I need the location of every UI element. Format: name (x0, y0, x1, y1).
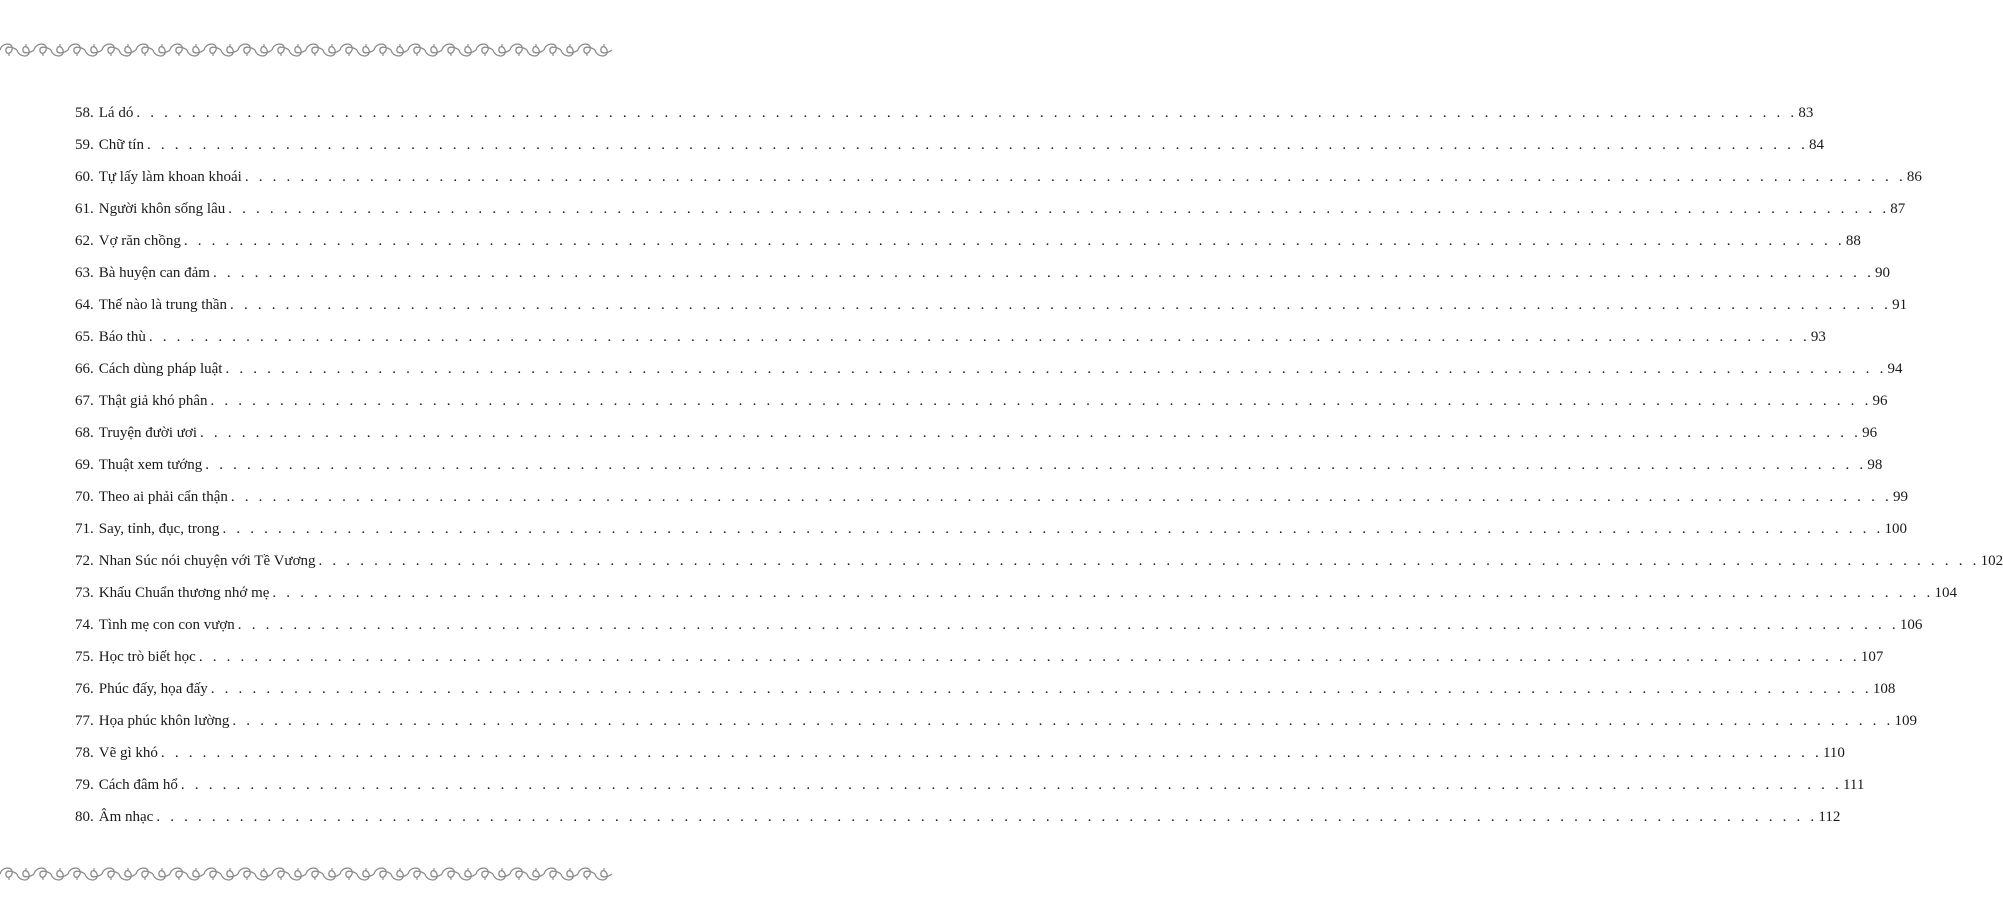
dot-leader: . . . . . . . . . . . . . . . . . . . . . . . . . . . . . . . . . . . . . . . . . . . . . . . . . . . . . . . . . . . . . . . . . . . . . . . . . . . . . . . . . . . . . . . . . . . . . . . . . . . . . . . . . . . . . . . . . . . . . . . . (180, 777, 1842, 793)
toc-entry-71[interactable] (75, 517, 1907, 549)
dot-leader: . . . . . . . . . . . . . . . . . . . . . . . . . . . . . . . . . . . . . . . . . . . . . . . . . . . . . . . . . . . . . . . . . . . . . . . . . . . . . . . . . . . . . . . . . . . . . . . . . . . . . . . . . . . . . . . . . . . . . . . . (230, 489, 1892, 505)
border-ornament (272, 868, 289, 880)
border-ornament (102, 44, 119, 56)
border-ornament (289, 868, 306, 880)
entry-page: 88 (1845, 233, 1861, 249)
entry-number: 68. (75, 425, 94, 441)
toc-entry-58[interactable] (75, 101, 1814, 133)
border-ornament (408, 44, 425, 56)
border-ornament (272, 44, 289, 56)
border-ornament (391, 868, 408, 880)
dot-leader: . . . . . . . . . . . . . . . . . . . . . . . . . . . . . . . . . . . . . . . . . . . . . . . . . . . . . . . . . . . . . . . . . . . . . . . . . . . . . . . . . . . . . . . . . . . . . . . . . . . . . . . . . . . . . . . . . . . . . . . . (237, 617, 1899, 633)
border-ornament (85, 868, 102, 880)
border-ornament (51, 44, 68, 56)
entry-number: 80. (75, 809, 94, 825)
entry-number: 70. (75, 489, 94, 505)
border-ornament (595, 44, 612, 56)
border-ornament (408, 868, 425, 880)
border-ornament (153, 868, 170, 880)
toc-entry-68[interactable] (75, 421, 1878, 453)
toc-entry-70[interactable] (75, 485, 1908, 517)
border-ornament (119, 868, 136, 880)
border-ornament (561, 44, 578, 56)
entry-number: 76. (75, 681, 94, 697)
entry-page: 111 (1842, 777, 1865, 793)
border-ornament (289, 44, 306, 56)
entry-title: Cách dùng pháp luật (98, 361, 223, 377)
dot-leader: . . . . . . . . . . . . . . . . . . . . . . . . . . . . . . . . . . . . . . . . . . . . . . . . . . . . . . . . . . . . . . . . . . . . . . . . . . . . . . . . . . . . . . . . . . . . . . . . . . . . . . . . . . . . . . . . . . . . . . . . (232, 713, 1894, 729)
entry-page: 86 (1906, 169, 1922, 185)
toc-entry-65[interactable] (75, 325, 1826, 357)
border-ornament (255, 868, 272, 880)
toc-entry-73[interactable] (75, 581, 1957, 613)
border-ornament (544, 44, 561, 56)
border-ornament (17, 44, 34, 56)
border-ornament (153, 44, 170, 56)
toc-entry-76[interactable] (75, 677, 1896, 709)
border-ornament (510, 868, 527, 880)
toc-entry-75[interactable] (75, 645, 1884, 677)
entry-number: 60. (75, 169, 94, 185)
toc-entry-80[interactable] (75, 805, 1841, 837)
border-ornament (204, 44, 221, 56)
border-ornament (306, 868, 323, 880)
entry-title: Say, tỉnh, đục, trong (98, 521, 220, 537)
entry-title: Thế nào là trung thần (98, 297, 228, 313)
entry-number: 75. (75, 649, 94, 665)
toc-entry-74[interactable] (75, 613, 1923, 645)
dot-leader: . . . . . . . . . . . . . . . . . . . . . . . . . . . . . . . . . . . . . . . . . . . . . . . . . . . . . . . . . . . . . . . . . . . . . . . . . . . . . . . . . . . . . . . . . . . . . . . . . . . . . . . . . . . . . . . . . . . . . . . . (225, 361, 1887, 377)
border-ornament (34, 44, 51, 56)
dot-leader: . . . . . . . . . . . . . . . . . . . . . . . . . . . . . . . . . . . . . . . . . . . . . . . . . . . . . . . . . . . . . . . . . . . . . . . . . . . . . . . . . . . . . . . . . . . . . . . . . . . . . . . . . . . . . . . . . . . . . . . . (136, 105, 1798, 121)
entry-page: 100 (1884, 521, 1907, 537)
toc-entry-59[interactable] (75, 133, 1825, 165)
entry-page: 94 (1887, 361, 1903, 377)
border-ornament (442, 868, 459, 880)
entry-number: 67. (75, 393, 94, 409)
entry-page: 84 (1809, 137, 1825, 153)
entry-page: 96 (1862, 425, 1878, 441)
entry-title: Họa phúc khôn lường (98, 713, 230, 729)
entry-number: 61. (75, 201, 94, 217)
border-ornament (68, 44, 85, 56)
entry-title: Tự lấy làm khoan khoái (98, 169, 242, 185)
border-ornament (221, 868, 238, 880)
entry-page: 106 (1899, 617, 1923, 633)
entry-title: Theo ai phải cẩn thận (98, 489, 228, 505)
border-ornament (595, 868, 612, 880)
entry-page: 112 (1818, 809, 1841, 825)
border-ornament (136, 868, 153, 880)
entry-title: Khấu Chuẩn thương nhớ mẹ (98, 585, 270, 601)
toc-entry-67[interactable] (75, 389, 1888, 421)
entry-title: Người khôn sống lâu (98, 201, 226, 217)
border-ornament (442, 44, 459, 56)
entry-title: Truyện đười ươi (98, 425, 197, 441)
border-ornament (544, 868, 561, 880)
border-ornament (476, 868, 493, 880)
entry-number: 63. (75, 265, 94, 281)
entry-number: 74. (75, 617, 94, 633)
toc-entry-79[interactable] (75, 773, 1865, 805)
entry-number: 73. (75, 585, 94, 601)
border-ornament (425, 868, 442, 880)
entry-title: Tình mẹ con con vượn (98, 617, 235, 633)
border-ornament (510, 44, 527, 56)
dot-leader: . . . . . . . . . . . . . . . . . . . . . . . . . . . . . . . . . . . . . . . . . . . . . . . . . . . . . . . . . . . . . . . . . . . . . . . . . . . . . . . . . . . . . . . . . . . . . . . . . . . . . . . . . . . . . . . . . . . . . . . . (146, 137, 1809, 153)
border-ornament (51, 868, 68, 880)
entry-page: 98 (1867, 457, 1883, 473)
entry-number: 65. (75, 329, 94, 345)
border-ornament (238, 44, 255, 56)
entry-number: 72. (75, 553, 94, 569)
border-ornament (493, 868, 510, 880)
border-ornament (340, 868, 357, 880)
dot-leader: . . . . . . . . . . . . . . . . . . . . . . . . . . . . . . . . . . . . . . . . . . . . . . . . . . . . . . . . . . . . . . . . . . . . . . . . . . . . . . . . . . . . . . . . . . . . . . . . . . . . . . . . . . . . . . . . . . . . . . . . (210, 393, 1872, 409)
border-ornament (323, 44, 340, 56)
entry-title: Thật giả khó phân (98, 393, 208, 409)
entry-page: 91 (1892, 297, 1908, 313)
entry-title: Âm nhạc (98, 809, 154, 825)
border-ornament (391, 44, 408, 56)
border-ornament (425, 44, 442, 56)
border-ornament (476, 44, 493, 56)
toc-entry-72[interactable] (75, 549, 2003, 581)
entry-title: Nhan Súc nói chuyện với Tề Vương (98, 553, 316, 569)
entry-page: 110 (1822, 745, 1845, 761)
dot-leader: . . . . . . . . . . . . . . . . . . . . . . . . . . . . . . . . . . . . . . . . . . . . . . . . . . . . . . . . . . . . . . . . . . . . . . . . . . . . . . . . . . . . . . . . . . . . . . . . . . . . . . . . . . . . . . . . . . . . . . . . (222, 521, 1884, 537)
dot-leader: . . . . . . . . . . . . . . . . . . . . . . . . . . . . . . . . . . . . . . . . . . . . . . . . . . . . . . . . . . . . . . . . . . . . . . . . . . . . . . . . . . . . . . . . . . . . . . . . . . . . . . . . . . . . . . . . . . . . . . . . (160, 745, 1822, 761)
entry-title: Bà huyện can đảm (98, 265, 210, 281)
border-ornament (323, 868, 340, 880)
decorative-border-bottom (0, 862, 612, 886)
border-ornament (527, 868, 544, 880)
border-ornament (374, 44, 391, 56)
entry-page: 109 (1894, 713, 1917, 729)
border-ornament (527, 44, 544, 56)
dot-leader: . . . . . . . . . . . . . . . . . . . . . . . . . . . . . . . . . . . . . . . . . . . . . . . . . . . . . . . . . . . . . . . . . . . . . . . . . . . . . . . . . . . . . . . . . . . . . . . . . . . . . . . . . . . . . . . . . . . . . . . . (230, 297, 1892, 313)
entry-page: 96 (1872, 393, 1888, 409)
border-ornament (459, 44, 476, 56)
entry-number: 66. (75, 361, 94, 377)
toc-entry-61[interactable] (75, 197, 1906, 229)
border-ornament (34, 868, 51, 880)
dot-leader: . . . . . . . . . . . . . . . . . . . . . . . . . . . . . . . . . . . . . . . . . . . . . . . . . . . . . . . . . . . . . . . . . . . . . . . . . . . . . . . . . . . . . . . . . . . . . . . . . . . . . . . . . . . . . . . . . . . . . . . . (205, 457, 1867, 473)
border-ornament (170, 44, 187, 56)
toc-entry-64[interactable] (75, 293, 1908, 325)
border-ornament (85, 44, 102, 56)
border-ornament (459, 868, 476, 880)
dot-leader: . . . . . . . . . . . . . . . . . . . . . . . . . . . . . . . . . . . . . . . . . . . . . . . . . . . . . . . . . . . . . . . . . . . . . . . . . . . . . . . . . . . . . . . . . . . . . . . . . . . . . . . . . . . . . . . . . . . . . . . . (200, 425, 1862, 441)
border-ornament (340, 44, 357, 56)
dot-leader: . . . . . . . . . . . . . . . . . . . . . . . . . . . . . . . . . . . . . . . . . . . . . . . . . . . . . . . . . . . . . . . . . . . . . . . . . . . . . . . . . . . . . . . . . . . . . . . . . . . . . . . . . . . . . . . . . . . . . . . . (210, 681, 1872, 697)
border-ornament (187, 868, 204, 880)
table-of-contents (75, 101, 2003, 837)
toc-entry-62[interactable] (75, 229, 1861, 261)
border-ornament (221, 44, 238, 56)
entry-title: Vợ răn chồng (98, 233, 181, 249)
border-ornament (493, 44, 510, 56)
border-ornament (204, 868, 221, 880)
entry-page: 108 (1872, 681, 1896, 697)
entry-title: Phúc đấy, họa đấy (98, 681, 208, 697)
entry-title: Chữ tín (98, 137, 144, 153)
border-ornament (102, 868, 119, 880)
border-ornament (136, 44, 153, 56)
dot-leader: . . . . . . . . . . . . . . . . . . . . . . . . . . . . . . . . . . . . . . . . . . . . . . . . . . . . . . . . . . . . . . . . . . . . . . . . . . . . . . . . . . . . . . . . . . . . . . . . . . . . . . . . . . . . . . . . . . . . . . . . (212, 265, 1875, 281)
toc-entry-60[interactable] (75, 165, 1922, 197)
border-ornament (170, 868, 187, 880)
entry-page: 83 (1798, 105, 1814, 121)
entry-title: Vẽ gì khó (98, 745, 158, 761)
border-ornament (0, 44, 17, 56)
entry-page: 93 (1810, 329, 1826, 345)
toc-entry-78[interactable] (75, 741, 1845, 773)
dot-leader: . . . . . . . . . . . . . . . . . . . . . . . . . . . . . . . . . . . . . . . . . . . . . . . . . . . . . . . . . . . . . . . . . . . . . . . . . . . . . . . . . . . . . . . . . . . . . . . . . . . . . . . . . . . . . . . . . . . . . . . . (198, 649, 1860, 665)
toc-entry-66[interactable] (75, 357, 1903, 389)
entry-number: 59. (75, 137, 94, 153)
dot-leader: . . . . . . . . . . . . . . . . . . . . . . . . . . . . . . . . . . . . . . . . . . . . . . . . . . . . . . . . . . . . . . . . . . . . . . . . . . . . . . . . . . . . . . . . . . . . . . . . . . . . . . . . . . . . . . . . . . . . . . . . (148, 329, 1810, 345)
entry-title: Báo thù (98, 329, 146, 345)
border-ornament (306, 44, 323, 56)
dot-leader: . . . . . . . . . . . . . . . . . . . . . . . . . . . . . . . . . . . . . . . . . . . . . . . . . . . . . . . . . . . . . . . . . . . . . . . . . . . . . . . . . . . . . . . . . . . . . . . . . . . . . . . . . . . . . . . . . . . . . . . . (228, 201, 1890, 217)
entry-page: 90 (1875, 265, 1891, 281)
border-ornament (357, 44, 374, 56)
entry-page: 102 (1980, 553, 2003, 569)
entry-number: 62. (75, 233, 94, 249)
border-ornament (187, 44, 204, 56)
entry-page: 104 (1934, 585, 1957, 601)
border-ornament (578, 44, 595, 56)
decorative-border-top (0, 38, 612, 62)
border-ornament (255, 44, 272, 56)
toc-entry-69[interactable] (75, 453, 1883, 485)
entry-number: 64. (75, 297, 94, 313)
entry-number: 77. (75, 713, 94, 729)
entry-page: 87 (1890, 201, 1906, 217)
entry-number: 69. (75, 457, 94, 473)
entry-number: 79. (75, 777, 94, 793)
border-ornament (357, 868, 374, 880)
border-ornament (17, 868, 34, 880)
entry-page: 107 (1860, 649, 1884, 665)
toc-entry-77[interactable] (75, 709, 1917, 741)
toc-entry-63[interactable] (75, 261, 1891, 293)
border-ornament (68, 868, 85, 880)
entry-number: 71. (75, 521, 94, 537)
dot-leader: . . . . . . . . . . . . . . . . . . . . . . . . . . . . . . . . . . . . . . . . . . . . . . . . . . . . . . . . . . . . . . . . . . . . . . . . . . . . . . . . . . . . . . . . . . . . . . . . . . . . . . . . . . . . . . . . . . . . . . . . (183, 233, 1845, 249)
border-ornament (119, 44, 136, 56)
entry-title: Lá dó (98, 105, 134, 121)
entry-title: Cách đâm hổ (98, 777, 178, 793)
entry-title: Học trò biết học (98, 649, 196, 665)
dot-leader: . . . . . . . . . . . . . . . . . . . . . . . . . . . . . . . . . . . . . . . . . . . . . . . . . . . . . . . . . . . . . . . . . . . . . . . . . . . . . . . . . . . . . . . . . . . . . . . . . . . . . . . . . . . . . . . . . . . . . . . . (272, 585, 1934, 601)
entry-title: Thuật xem tướng (98, 457, 203, 473)
entry-number: 58. (75, 105, 94, 121)
dot-leader: . . . . . . . . . . . . . . . . . . . . . . . . . . . . . . . . . . . . . . . . . . . . . . . . . . . . . . . . . . . . . . . . . . . . . . . . . . . . . . . . . . . . . . . . . . . . . . . . . . . . . . . . . . . . . . . . . . . . . . . . (244, 169, 1906, 185)
border-ornament (561, 868, 578, 880)
entry-page: 99 (1892, 489, 1908, 505)
dot-leader: . . . . . . . . . . . . . . . . . . . . . . . . . . . . . . . . . . . . . . . . . . . . . . . . . . . . . . . . . . . . . . . . . . . . . . . . . . . . . . . . . . . . . . . . . . . . . . . . . . . . . . . . . . . . . . . . . . . . . . . . (156, 809, 1818, 825)
border-ornament (374, 868, 391, 880)
border-ornament (578, 868, 595, 880)
border-ornament (238, 868, 255, 880)
entry-number: 78. (75, 745, 94, 761)
dot-leader: . . . . . . . . . . . . . . . . . . . . . . . . . . . . . . . . . . . . . . . . . . . . . . . . . . . . . . . . . . . . . . . . . . . . . . . . . . . . . . . . . . . . . . . . . . . . . . . . . . . . . . . . . . . . . . . . . . . . . . . . (318, 553, 1980, 569)
border-ornament (0, 868, 17, 880)
